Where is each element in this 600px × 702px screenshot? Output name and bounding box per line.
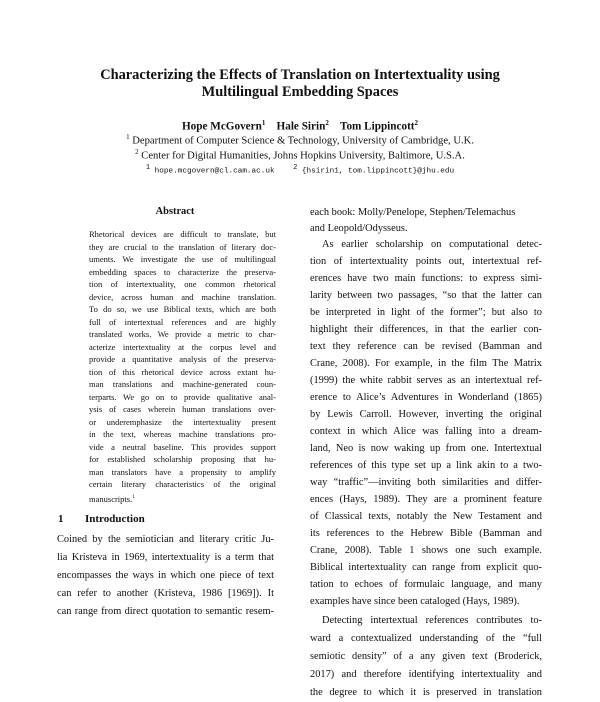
email-text: {hsirin1, tom.lippincott}@jhu.edu <box>301 167 455 176</box>
body-line: each book: Molly/Penelope, Stephen/Telemachus <box>310 207 516 218</box>
body-line: highlight their differences, in that the earlier con- <box>310 324 542 335</box>
abstract-line: tion of this rhetorical device across extant hu- <box>89 366 276 377</box>
email-list <box>60 163 540 177</box>
body-line: way “traffic”—inviting both similarities and differ- <box>310 477 542 488</box>
body-line: (1999) the white rabbit serves as an intertextual ref- <box>310 375 542 386</box>
body-line: Biblical intertextuality can range from explicit quo- <box>310 562 542 573</box>
abstract-line: device, across human and machine translation. <box>89 291 276 302</box>
abstract-line: acterize intertextuality at the corpus level and <box>89 341 276 352</box>
author-sup: 2 <box>325 119 329 127</box>
body-line: erence to Alice’s Adventures in Wonderland (1865) <box>310 392 542 403</box>
body-line: can range from direct quotation to semantic resem- <box>57 606 274 617</box>
body-line: Detecting intertextual references contributes to- <box>322 615 542 626</box>
abstract-line-text: manuscripts. <box>89 493 133 504</box>
body-line: context in which Alice was falling into a dream- <box>310 426 542 437</box>
affiliation-sup: 1 <box>126 133 130 141</box>
paper-title <box>60 67 540 101</box>
body-line: and Leopold/Odysseus. <box>310 223 408 234</box>
body-line: lia Kristeva in 1969, intertextuality is a term that <box>57 552 274 563</box>
abstract-line: terparts. We go on to provide qualitative anal- <box>89 391 276 402</box>
body-line: tation to echoes of formulaic language, and many <box>310 579 542 590</box>
affiliation-text: Department of Computer Science & Technology, University of Cambridge, U.K. <box>132 135 474 147</box>
abstract-line: man translations and machine-generated coun- <box>89 379 276 389</box>
abstract-line: for established scholarship proposing that hu- <box>89 454 276 464</box>
affiliation-sup: 2 <box>135 148 139 156</box>
body-line: larity between two passages, “so that the latter can <box>310 290 542 301</box>
abstract-line: provide a quantitative analysis of the preserva- <box>89 354 276 364</box>
abstract-line: Rhetorical devices are difficult to translate, but <box>89 229 276 239</box>
section-heading <box>58 513 145 525</box>
abstract-line: embedding spaces to characterize the preserva- <box>89 266 276 277</box>
body-line: of Classical texts, notably the New Testament and <box>310 511 542 522</box>
body-line: examples have since been cataloged (Hays, 1989). <box>310 596 520 607</box>
body-line: can refer to another (Kristeva, 1986 [1969]). It <box>57 588 274 599</box>
footnote-mark: 1 <box>132 493 135 500</box>
author-name: Tom Lippincott <box>340 120 415 133</box>
affiliation <box>60 146 540 163</box>
body-line: Crane, 2008). Table 1 shows one such example. <box>310 545 542 556</box>
abstract-line: tion of intertextuality, one common rhetorical <box>89 279 276 289</box>
body-line: 2017) and therefore identifying intertextuality and <box>310 669 542 680</box>
abstract-line <box>89 491 276 504</box>
body-line: Coined by the semiotician and literary critic Ju- <box>57 534 274 545</box>
title-line: Multilingual Embedding Spaces <box>201 84 399 100</box>
body-line: be interpreted in light of the former”; but also to <box>310 307 542 318</box>
author-name: Hale Sirin <box>276 120 326 133</box>
author-sup: 2 <box>414 119 419 127</box>
author-name: Hope McGovern <box>181 120 262 133</box>
body-line: semiotic density” of a any given text (Broderick, <box>310 651 542 662</box>
body-line: encompasses the ways in which one piece of text <box>57 570 274 581</box>
section-title: Introduction <box>85 513 145 525</box>
body-line: As earlier scholarship on computational detec- <box>322 239 542 250</box>
body-line: the degree to which it is preserved in translation <box>310 687 542 698</box>
abstract-line: vide a neutral baseline. This provides support <box>89 441 276 452</box>
body-line: tion of intertextuality points out, intertextual ref- <box>310 256 542 267</box>
body-line: by Lewis Carroll. However, inverting the original <box>310 409 542 420</box>
body-line: Crane, 2008). For example, in the film The Matrix <box>310 358 542 369</box>
abstract-line: To do so, we use Biblical texts, which are both <box>89 304 276 314</box>
affiliation-text: Center for Digital Humanities, Johns Hopkins University, Baltimore, U.S.A. <box>141 150 465 162</box>
body-line: erences have two main functions: to express simi- <box>310 273 542 284</box>
abstract-line: ysis of cases wherein human translations over- <box>89 404 276 414</box>
title-line: Characterizing the Effects of Translation on Intertextuality using <box>100 67 500 83</box>
email-sup: 2 <box>293 164 298 172</box>
body-line: its references to the Hebrew Bible (Bamman and <box>310 528 542 539</box>
section-number: 1 <box>58 513 64 525</box>
abstract-line: they are crucial to the translation of literary doc- <box>89 241 276 252</box>
abstract-line: or underemphasize the intertextuality present <box>89 416 276 427</box>
body-line: text they reference can be revised (Bamman and <box>310 341 542 352</box>
body-line: ences (Hays, 1989). They are a prominent feature <box>310 494 542 505</box>
abstract-line: uments. We investigate the use of multilingual <box>89 254 276 264</box>
email-text: hope.mcgovern@cl.cam.ac.uk <box>154 167 275 176</box>
author-sup: 1 <box>261 119 266 127</box>
body-line: land, Neo is now waking up from one. Intertextual <box>310 443 542 454</box>
body-line: references of this type set up a link akin to a two- <box>310 460 542 471</box>
abstract-line: certain literary characteristics of the original <box>89 479 276 489</box>
abstract-line: man translators have a propensity to amplify <box>89 466 276 477</box>
email-sup: 1 <box>145 164 151 172</box>
abstract-heading: Abstract <box>155 206 195 217</box>
body-line: ward a contextualized understanding of the “full <box>310 633 542 644</box>
abstract-line: in the text, whereas machine translations pro- <box>89 429 276 439</box>
abstract-line: full of intertextual references and are highly <box>89 316 276 327</box>
abstract-line: translated works. We provide a metric to char- <box>89 329 276 339</box>
